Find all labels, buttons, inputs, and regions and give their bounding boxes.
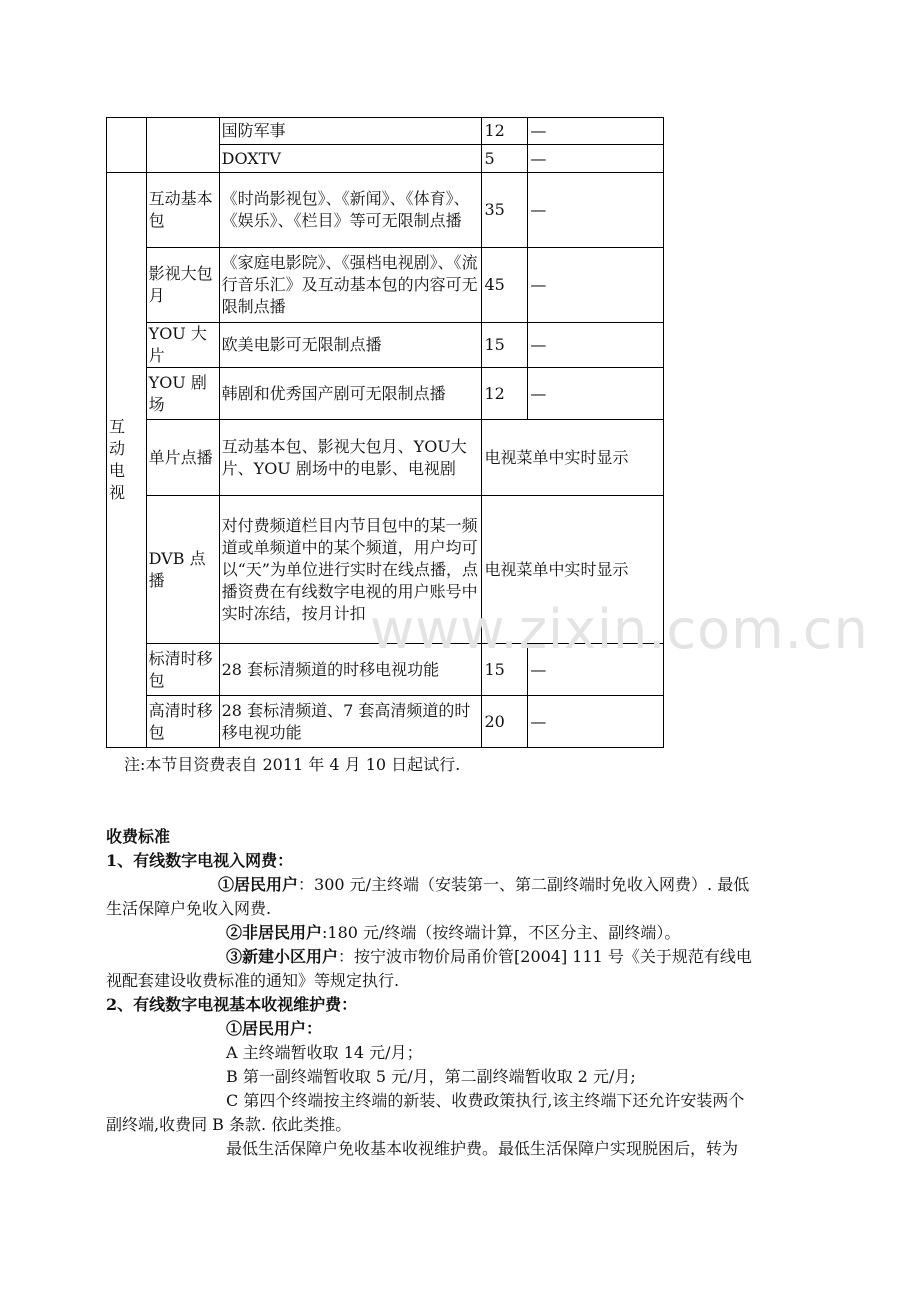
row-name: 国防军事	[219, 118, 482, 145]
row-extra: —	[528, 145, 664, 173]
package-extra: —	[528, 644, 664, 696]
package-name: YOU 大片	[146, 323, 219, 368]
section-title: 收费标准	[106, 827, 171, 846]
package-name: 单片点播	[146, 420, 219, 496]
package-price: 15	[482, 323, 528, 368]
category-char: 电	[109, 461, 126, 480]
package-desc: 欧美电影可无限制点播	[219, 323, 482, 368]
watermark: www.zixin.com.cn	[370, 598, 869, 661]
sec1-item3	[226, 946, 752, 968]
package-name: 标清时移包	[146, 644, 219, 696]
fee-table	[106, 117, 664, 748]
table-row	[107, 420, 664, 496]
sec1-item2-text: :180 元/终端（按终端计算，不区分主、副终端）。	[322, 923, 681, 942]
empty-cell	[107, 118, 147, 173]
row-price: 12	[482, 118, 528, 145]
table-row	[107, 368, 664, 420]
sec2-line-c-cont: 副终端,收费同 B 条款. 依此类推。	[106, 1115, 352, 1134]
sec2-line-c: C 第四个终端按主终端的新装、收费政策执行,该主终端下还允许安装两个	[226, 1091, 745, 1110]
package-desc: 28 套标清频道的时移电视功能	[219, 644, 482, 696]
sec1-item2-label: ②非居民用户	[226, 923, 323, 942]
package-desc: 《家庭电影院》、《强档电视剧》、《流行音乐汇》及互动基本包的内容可无限制点播	[219, 248, 482, 323]
sec1-item1-label: ①居民用户	[218, 875, 299, 894]
sec1-item3-text: ：按宁波市物价局甬价管[2004] 111 号《关于规范有线电	[338, 947, 752, 966]
table-row	[107, 323, 664, 368]
sec1-heading: 1、有线数字电视入网费：	[106, 851, 294, 870]
package-desc: 互动基本包、影视大包月、YOU大片、YOU 剧场中的电影、电视剧	[219, 420, 482, 496]
category-cell	[107, 173, 147, 748]
sec1-item1	[218, 874, 749, 896]
package-desc: 28 套标清频道、7 套高清频道的时移电视功能	[219, 696, 482, 748]
sec2-line-a: A 主终端暂收取 14 元/月；	[226, 1043, 423, 1062]
package-price: 12	[482, 368, 528, 420]
table-row	[107, 644, 664, 696]
package-extra: —	[528, 696, 664, 748]
package-name: 高清时移包	[146, 696, 219, 748]
package-price: 20	[482, 696, 528, 748]
table-note: 注:本节目资费表自 2011 年 4 月 10 日起试行.	[124, 755, 461, 774]
package-name: DVB 点播	[146, 496, 219, 644]
package-extra: —	[528, 368, 664, 420]
package-name: 互动基本包	[146, 173, 219, 248]
category-char: 互	[109, 417, 126, 436]
package-price-merged: 电视菜单中实时显示	[482, 496, 664, 644]
table-row	[107, 173, 664, 248]
package-price: 15	[482, 644, 528, 696]
category-char: 视	[109, 483, 126, 502]
package-price: 35	[482, 173, 528, 248]
sec1-item1-cont: 生活保障户免收入网费.	[106, 899, 272, 918]
category-char: 动	[109, 439, 126, 458]
package-name: YOU 剧场	[146, 368, 219, 420]
package-price: 45	[482, 248, 528, 323]
row-price: 5	[482, 145, 528, 173]
sec2-item1-label: ①居民用户：	[226, 1019, 323, 1038]
row-name: DOXTV	[219, 145, 482, 173]
package-price-merged: 电视菜单中实时显示	[482, 420, 664, 496]
empty-cell	[146, 118, 219, 173]
sec1-item2	[226, 922, 680, 944]
sec2-line-b: B 第一副终端暂收取 5 元/月，第二副终端暂收取 2 元/月;	[226, 1067, 636, 1086]
row-extra: —	[528, 118, 664, 145]
table-row	[107, 696, 664, 748]
package-extra: —	[528, 248, 664, 323]
sec2-heading: 2、有线数字电视基本收视维护费：	[106, 995, 358, 1014]
table-row	[107, 118, 664, 145]
sec1-item3-label: ③新建小区用户	[226, 947, 339, 966]
package-desc: 《时尚影视包》、《新闻》、《体育》、《娱乐》、《栏目》等可无限制点播	[219, 173, 482, 248]
package-extra: —	[528, 323, 664, 368]
sec2-line-d: 最低生活保障户免收基本收视维护费。最低生活保障户实现脱困后，转为	[226, 1139, 739, 1158]
package-desc: 对付费频道栏目内节目包中的某一频道或单频道中的某个频道，用户均可以“天”为单位进行实时在线点播，点播资费在有线数字电视的用户账号中实时冻结，按月计扣	[219, 496, 482, 644]
table-row	[107, 496, 664, 644]
sec1-item3-cont: 视配套建设收费标准的通知》等规定执行.	[106, 971, 400, 990]
package-extra: —	[528, 173, 664, 248]
package-name: 影视大包月	[146, 248, 219, 323]
package-desc: 韩剧和优秀国产剧可无限制点播	[219, 368, 482, 420]
table-row	[107, 248, 664, 323]
sec1-item1-text: ：300 元/主终端（安装第一、第二副终端时免收入网费）. 最低	[298, 875, 750, 894]
